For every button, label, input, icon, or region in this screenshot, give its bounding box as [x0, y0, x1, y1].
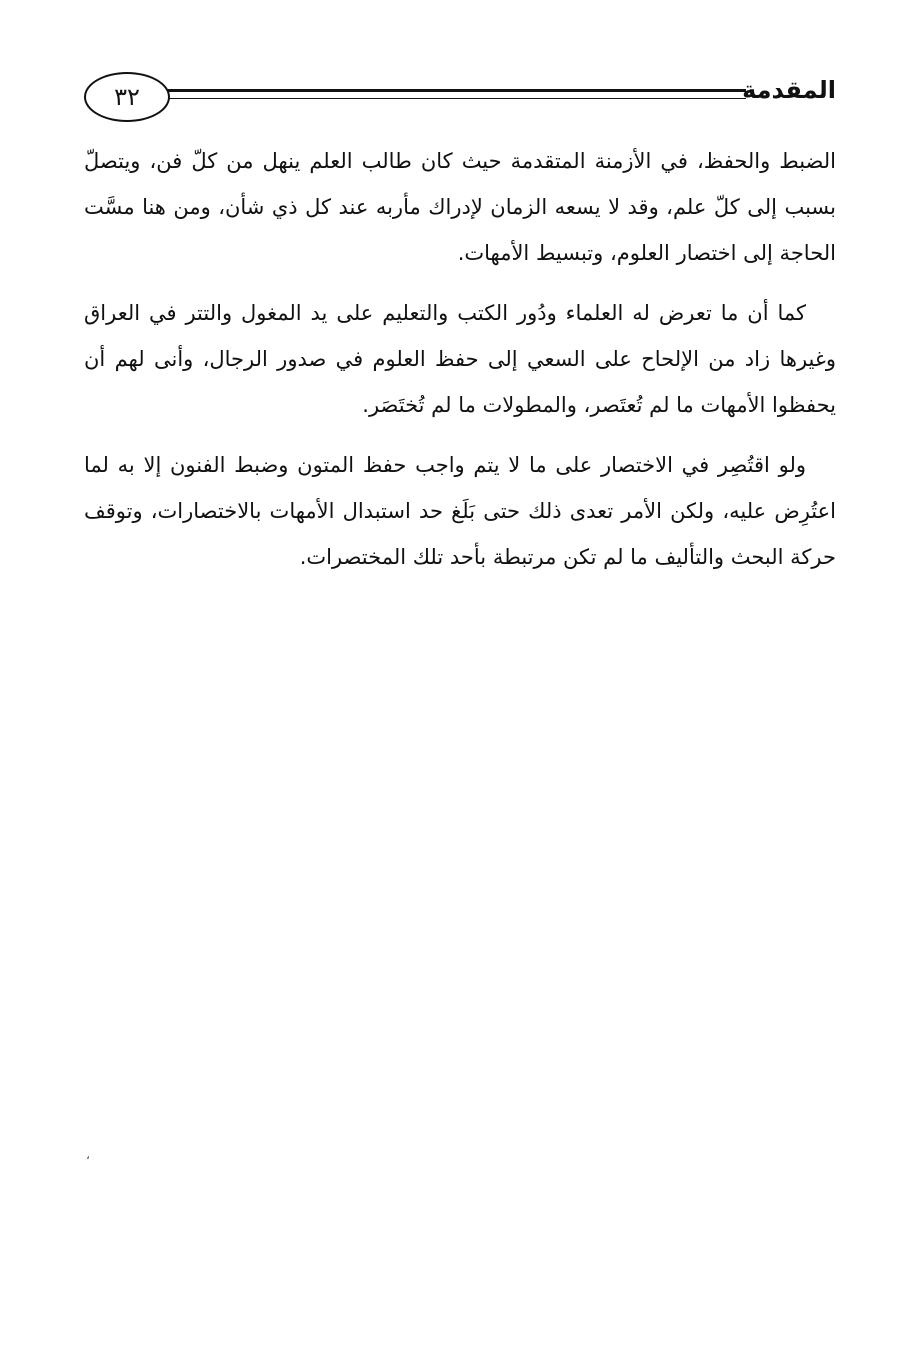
section-title: المقدمة: [742, 76, 836, 104]
header-rule: [164, 89, 746, 99]
body-text: [84, 138, 836, 594]
page-header: [84, 72, 836, 122]
paragraph: الضبط والحفظ، في الأزمنة المتقدمة حيث كان طالب العلم ينهل من كلّ فن، ويتصلّ بسبب إلى كلّ علم، وقد لا يسعه الزمان لإدراك مأربه عند كل ذي شأن، ومن هنا مسَّت الحاجة إلى اختصار العلوم، وتبسيط الأمهات.: [84, 149, 836, 265]
page-number: ٣٢: [114, 83, 140, 111]
page-number-badge: [84, 72, 170, 122]
scan-mark: ،: [86, 1148, 90, 1162]
paragraph: ولو اقتُصِر في الاختصار على ما لا يتم واجب حفظ المتون وضبط الفنون إلا به لما اعتُرِض عليه، ولكن الأمر تعدى ذلك حتى بَلَغ حد استبدال الأمهات بالاختصارات، وتوقف حركة البحث والتأليف ما لم تكن مرتبطة بأحد تلك المختصرات.: [84, 453, 836, 569]
paragraph: كما أن ما تعرض له العلماء ودُور الكتب والتعليم على يد المغول والتتر في العراق وغيرها زاد من الإلحاح على السعي إلى حفظ العلوم في صدور الرجال، وأنى لهم أن يحفظوا الأمهات ما لم تُعتَصر، والمطولات ما لم تُختَصَر.: [84, 301, 836, 417]
